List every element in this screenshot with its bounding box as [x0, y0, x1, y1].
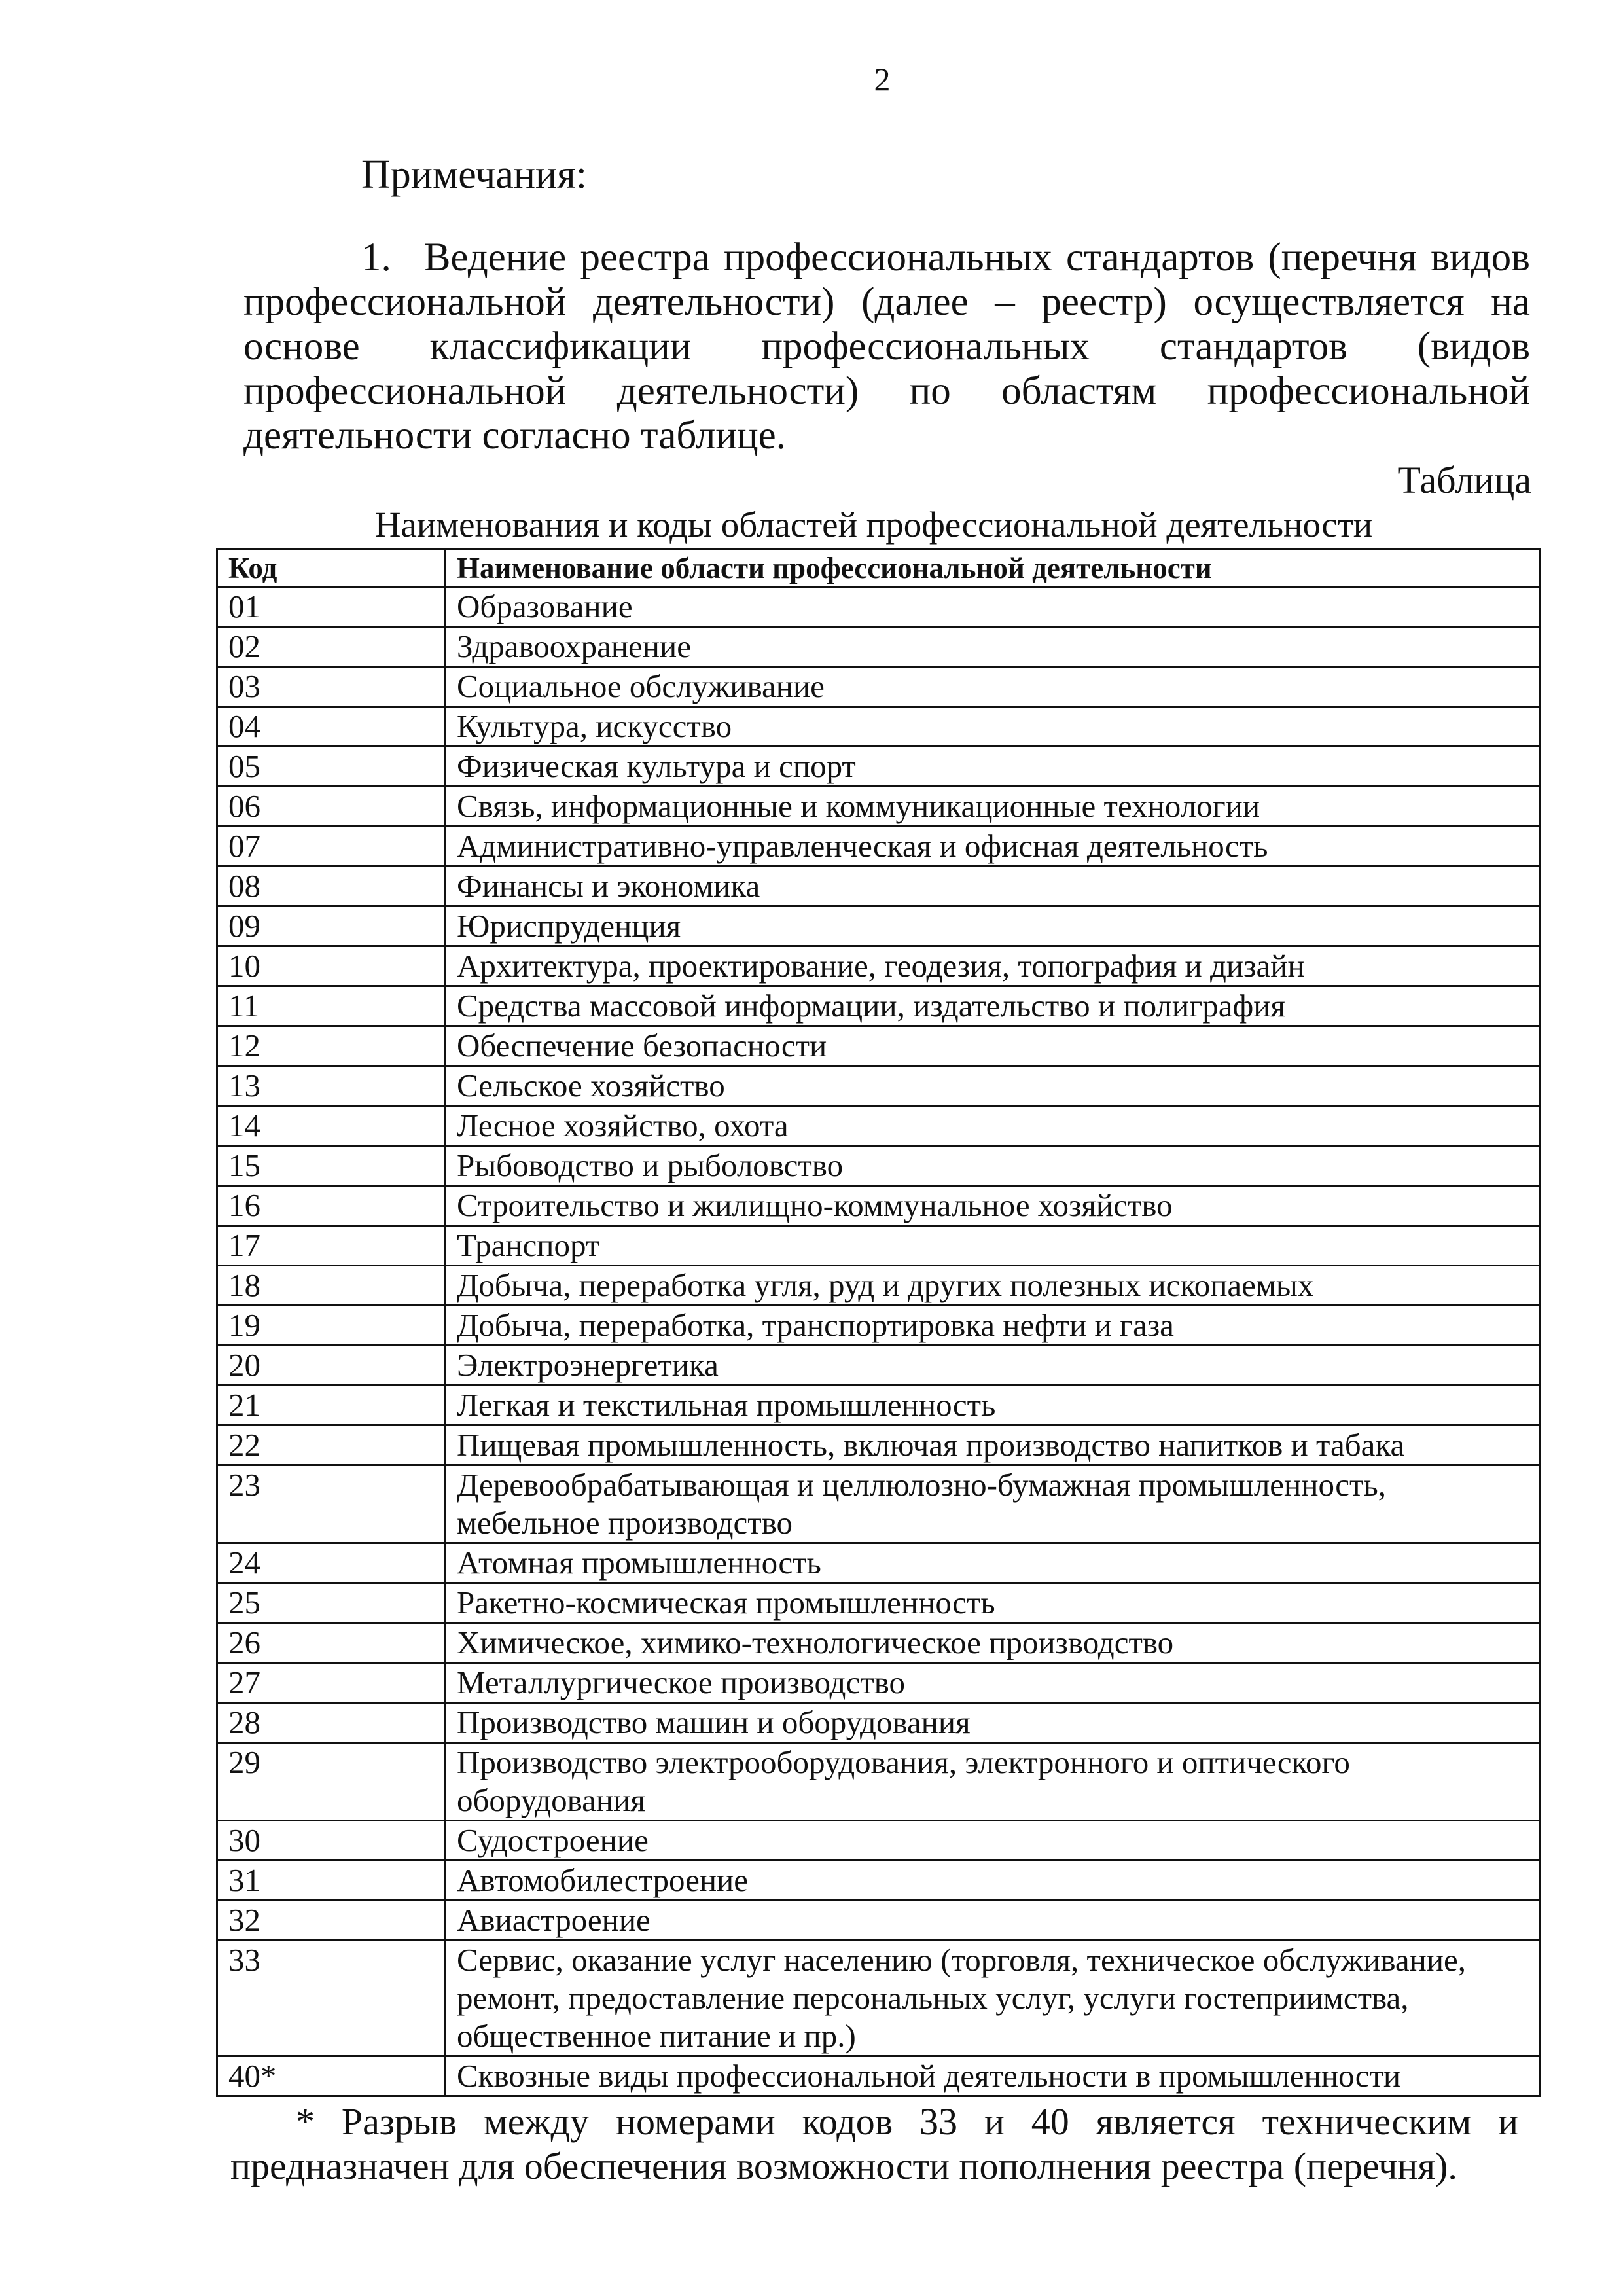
- row-name: Деревообрабатывающая и целлюлозно-бумажная промышленность, мебельное производство: [446, 1465, 1541, 1543]
- row-code: 14: [217, 1106, 446, 1146]
- table-row: [217, 667, 1541, 707]
- table-row: [217, 787, 1541, 827]
- row-code: 10: [217, 946, 446, 986]
- row-code: 33: [217, 1941, 446, 2056]
- row-code: 04: [217, 707, 446, 747]
- row-code: 03: [217, 667, 446, 707]
- row-code: 29: [217, 1743, 446, 1821]
- table-row: [217, 1941, 1541, 2056]
- row-code: 24: [217, 1543, 446, 1583]
- row-code: 25: [217, 1583, 446, 1623]
- table-row: [217, 627, 1541, 667]
- row-name: Архитектура, проектирование, геодезия, топография и дизайн: [446, 946, 1541, 986]
- note-paragraph: [243, 236, 1530, 458]
- row-code: 22: [217, 1426, 446, 1465]
- row-name: Административно-управленческая и офисная деятельность: [446, 827, 1541, 867]
- row-name: Пищевая промышленность, включая производство напитков и табака: [446, 1426, 1541, 1465]
- notes-heading: Примечания:: [361, 152, 587, 197]
- row-code: 19: [217, 1306, 446, 1346]
- row-code: 16: [217, 1186, 446, 1226]
- row-name: Строительство и жилищно-коммунальное хозяйство: [446, 1186, 1541, 1226]
- table-row: [217, 1146, 1541, 1186]
- table-title: Наименования и коды областей профессиональной деятельности: [374, 505, 1373, 545]
- row-code: 40*: [217, 2056, 446, 2096]
- table-row: [217, 2056, 1541, 2096]
- row-name: Авиастроение: [446, 1901, 1541, 1941]
- row-name: Добыча, переработка угля, руд и других полезных ископаемых: [446, 1266, 1541, 1306]
- note-number: 1.: [361, 236, 391, 279]
- row-name: Обеспечение безопасности: [446, 1026, 1541, 1066]
- row-name: Здравоохранение: [446, 627, 1541, 667]
- table-row: [217, 1066, 1541, 1106]
- table-row: [217, 986, 1541, 1026]
- header-code: Код: [217, 550, 446, 587]
- row-code: 28: [217, 1703, 446, 1743]
- row-code: 31: [217, 1861, 446, 1901]
- row-name: Средства массовой информации, издательство и полиграфия: [446, 986, 1541, 1026]
- row-code: 32: [217, 1901, 446, 1941]
- row-code: 08: [217, 867, 446, 906]
- table-label: Таблица: [1397, 459, 1531, 501]
- row-code: 27: [217, 1663, 446, 1703]
- row-name: Химическое, химико-технологическое производство: [446, 1623, 1541, 1663]
- table-row: [217, 827, 1541, 867]
- footnote: * Разрыв между номерами кодов 33 и 40 является техническим и предназначен для обеспечения возможности пополнения реестра (перечня).: [230, 2100, 1518, 2187]
- row-code: 07: [217, 827, 446, 867]
- row-name: Металлургическое производство: [446, 1663, 1541, 1703]
- codes-table: [216, 548, 1541, 2097]
- table-row: [217, 1583, 1541, 1623]
- row-name: Социальное обслуживание: [446, 667, 1541, 707]
- row-code: 11: [217, 986, 446, 1026]
- table-row: [217, 1186, 1541, 1226]
- row-code: 05: [217, 747, 446, 787]
- row-name: Образование: [446, 587, 1541, 627]
- row-name: Финансы и экономика: [446, 867, 1541, 906]
- table-row: [217, 1663, 1541, 1703]
- table-row: [217, 1386, 1541, 1426]
- table-row: [217, 1743, 1541, 1821]
- table-row: [217, 867, 1541, 906]
- table-row: [217, 1306, 1541, 1346]
- row-name: Лесное хозяйство, охота: [446, 1106, 1541, 1146]
- table-row: [217, 1266, 1541, 1306]
- table-row: [217, 1226, 1541, 1266]
- row-name: Легкая и текстильная промышленность: [446, 1386, 1541, 1426]
- row-name: Сельское хозяйство: [446, 1066, 1541, 1106]
- row-name: Ракетно-космическая промышленность: [446, 1583, 1541, 1623]
- table-body: [217, 587, 1541, 2096]
- row-name: Культура, искусство: [446, 707, 1541, 747]
- row-name: Производство машин и оборудования: [446, 1703, 1541, 1743]
- table-row: [217, 1901, 1541, 1941]
- row-code: 15: [217, 1146, 446, 1186]
- row-code: 20: [217, 1346, 446, 1386]
- row-code: 18: [217, 1266, 446, 1306]
- table-row: [217, 1623, 1541, 1663]
- table-row: [217, 1426, 1541, 1465]
- row-name: Сервис, оказание услуг населению (торговля, техническое обслуживание, ремонт, предоставление персональных услуг, услуги гостеприимства, общественное питание и пр.): [446, 1941, 1541, 2056]
- table-header-row: [217, 550, 1541, 587]
- table-row: [217, 1821, 1541, 1861]
- row-name: Связь, информационные и коммуникационные технологии: [446, 787, 1541, 827]
- table-row: [217, 946, 1541, 986]
- table-row: [217, 587, 1541, 627]
- row-name: Сквозные виды профессиональной деятельности в промышленности: [446, 2056, 1541, 2096]
- row-name: Производство электрооборудования, электронного и оптического оборудования: [446, 1743, 1541, 1821]
- table-row: [217, 1465, 1541, 1543]
- row-code: 17: [217, 1226, 446, 1266]
- row-name: Добыча, переработка, транспортировка нефти и газа: [446, 1306, 1541, 1346]
- row-name: Судостроение: [446, 1821, 1541, 1861]
- row-code: 23: [217, 1465, 446, 1543]
- row-name: Атомная промышленность: [446, 1543, 1541, 1583]
- row-code: 21: [217, 1386, 446, 1426]
- table-row: [217, 1861, 1541, 1901]
- table-row: [217, 1026, 1541, 1066]
- table-row: [217, 1543, 1541, 1583]
- row-name: Электроэнергетика: [446, 1346, 1541, 1386]
- row-code: 01: [217, 587, 446, 627]
- row-code: 09: [217, 906, 446, 946]
- row-code: 02: [217, 627, 446, 667]
- note-text: Ведение реестра профессиональных стандартов (перечня видов профессиональной деятельности) (далее – реестр) осуществляется на основе классификации профессиональных стандартов (видов профессиональной деятельности) по областям профессиональной деятельности согласно таблице.: [243, 236, 1530, 457]
- row-code: 12: [217, 1026, 446, 1066]
- table-row: [217, 707, 1541, 747]
- row-name: Юриспруденция: [446, 906, 1541, 946]
- row-name: Физическая культура и спорт: [446, 747, 1541, 787]
- row-name: Автомобилестроение: [446, 1861, 1541, 1901]
- table-row: [217, 1346, 1541, 1386]
- table-row: [217, 1703, 1541, 1743]
- row-code: 13: [217, 1066, 446, 1106]
- table-row: [217, 906, 1541, 946]
- row-code: 30: [217, 1821, 446, 1861]
- row-code: 26: [217, 1623, 446, 1663]
- row-name: Рыбоводство и рыболовство: [446, 1146, 1541, 1186]
- row-code: 06: [217, 787, 446, 827]
- header-name: Наименование области профессиональной деятельности: [446, 550, 1541, 587]
- table-row: [217, 1106, 1541, 1146]
- page-number: 2: [874, 61, 891, 98]
- table-row: [217, 747, 1541, 787]
- row-name: Транспорт: [446, 1226, 1541, 1266]
